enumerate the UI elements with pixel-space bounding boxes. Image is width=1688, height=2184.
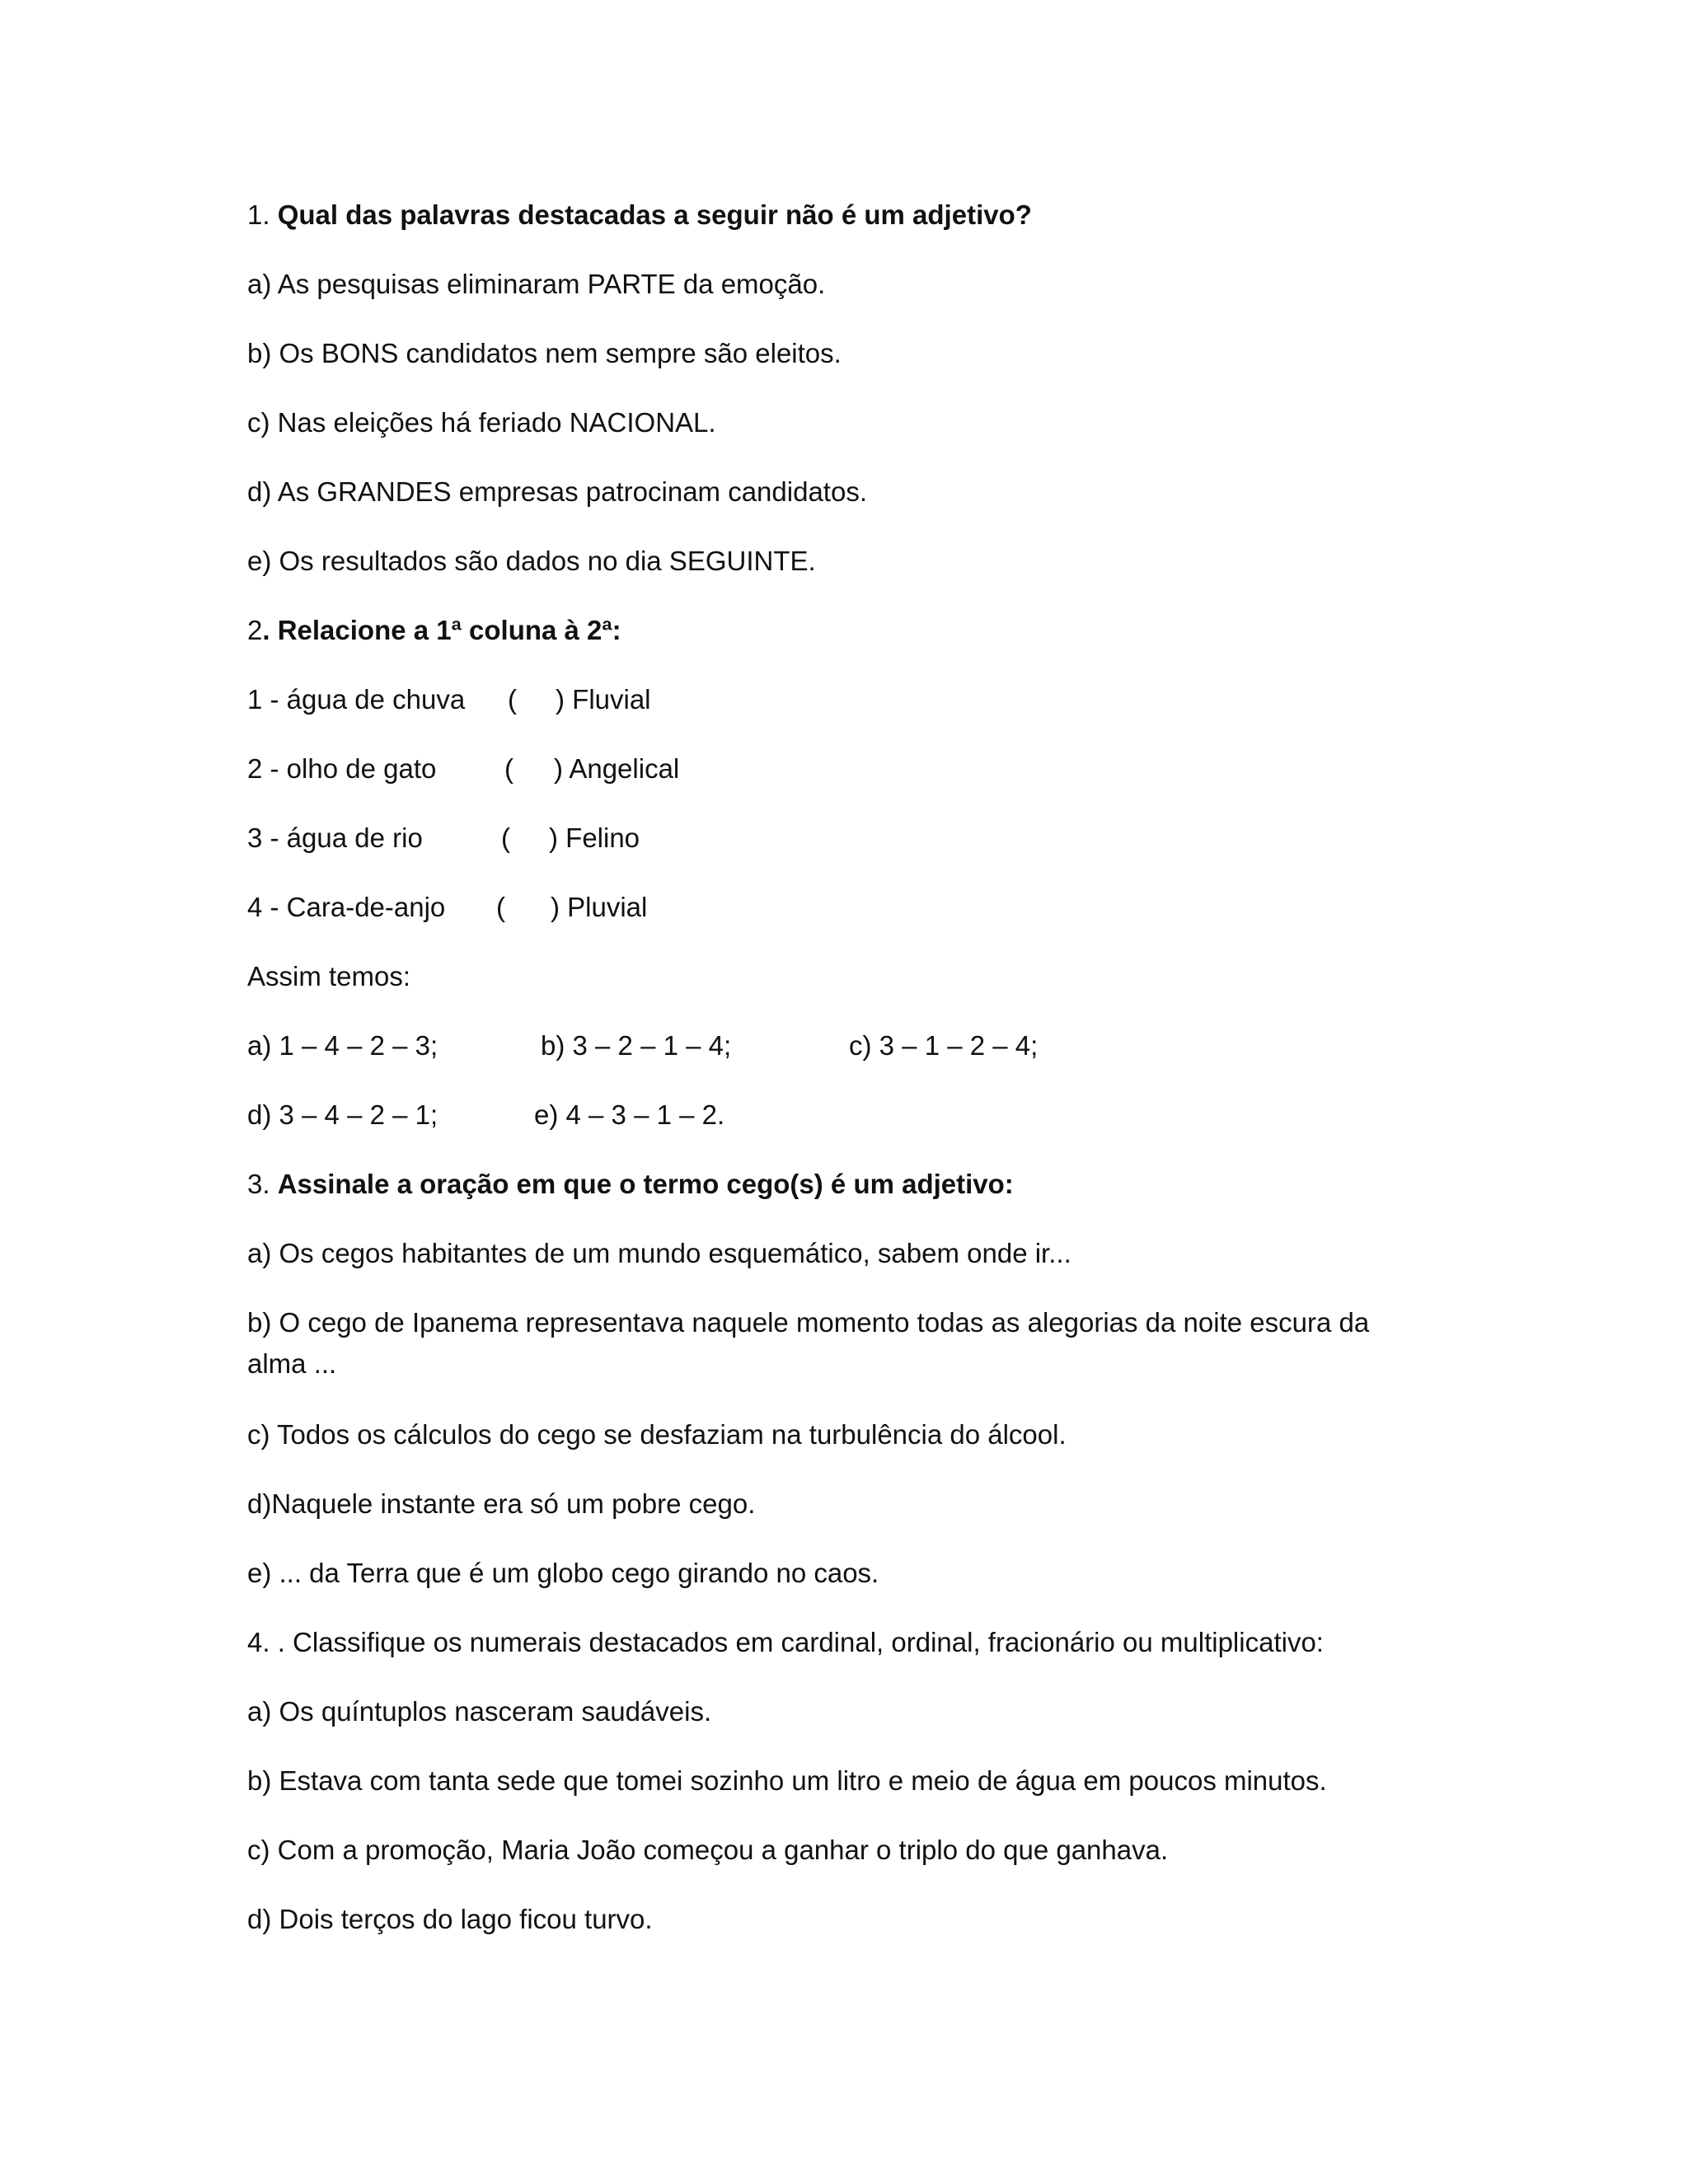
q2-pair-4-left: 4 - Cara-de-anjo (247, 892, 446, 922)
q1-prompt: Qual das palavras destacadas a seguir não é um adjetivo? (277, 199, 1032, 230)
q3-option-b: b) O cego de Ipanema representava naquele momento todas as alegorias da noite escura da alma ... (247, 1307, 1370, 1379)
q2-prompt: . Relacione a 1ª coluna à 2ª: (262, 615, 621, 645)
q1-option-b: b) Os BONS candidatos nem sempre são eleitos. (247, 338, 842, 368)
q3-option-d: d)Naquele instante era só um pobre cego. (247, 1488, 756, 1519)
q4-heading: 4. . Classifique os numerais destacados em cardinal, ordinal, fracionário ou multiplicativo: (247, 1627, 1324, 1657)
q3-option-a: a) Os cegos habitantes de um mundo esquemático, sabem onde ir... (247, 1238, 1071, 1268)
q4-option-a: a) Os quíntuplos nasceram saudáveis. (247, 1696, 712, 1727)
q1-heading (247, 194, 1032, 236)
q3-heading (247, 1164, 1014, 1205)
q1-option-a: a) As pesquisas eliminaram PARTE da emoção. (247, 269, 826, 299)
q3-number: 3. (247, 1169, 270, 1199)
q1-option-d: d) As GRANDES empresas patrocinam candidatos. (247, 476, 867, 507)
q2-pair-4-paren: ( (496, 892, 505, 922)
q2-pair-2-right: ) Angelical (554, 753, 680, 784)
q2-pair-2-paren: ( (504, 753, 513, 784)
q1-option-c: c) Nas eleições há feriado NACIONAL. (247, 407, 716, 438)
q2-pair-1-left: 1 - água de chuva (247, 684, 466, 715)
q2-pair-3-right: ) Felino (549, 823, 640, 853)
q1-option-e: e) Os resultados são dados no dia SEGUINTE. (247, 546, 816, 576)
q1-number: 1. (247, 199, 270, 230)
q4-option-d: d) Dois terços do lago ficou turvo. (247, 1904, 653, 1934)
q2-summary: Assim temos: (247, 961, 411, 991)
q2-pair-1-right: ) Fluvial (556, 684, 651, 715)
q2-answer-e: e) 4 – 3 – 1 – 2. (534, 1099, 725, 1130)
q2-answer-b: b) 3 – 2 – 1 – 4; (541, 1030, 732, 1061)
q2-answer-c: c) 3 – 1 – 2 – 4; (849, 1030, 1039, 1061)
q2-pair-1-paren: ( (508, 684, 517, 715)
q2-pair-4-right: ) Pluvial (551, 892, 648, 922)
q3-prompt: Assinale a oração em que o termo cego(s) é um adjetivo: (277, 1169, 1014, 1199)
q2-heading (247, 610, 621, 651)
q3-option-c: c) Todos os cálculos do cego se desfaziam na turbulência do álcool. (247, 1419, 1067, 1450)
q3-option-e: e) ... da Terra que é um globo cego girando no caos. (247, 1558, 879, 1588)
q4-option-b: b) Estava com tanta sede que tomei sozinho um litro e meio de água em poucos minutos. (247, 1765, 1327, 1796)
q2-answer-a: a) 1 – 4 – 2 – 3; (247, 1030, 438, 1061)
q2-answer-d: d) 3 – 4 – 2 – 1; (247, 1099, 438, 1130)
q2-pair-3-paren: ( (501, 823, 510, 853)
q4-option-c: c) Com a promoção, Maria João começou a ganhar o triplo do que ganhava. (247, 1835, 1169, 1865)
q2-pair-3-left: 3 - água de rio (247, 823, 423, 853)
q2-number: 2 (247, 615, 263, 645)
q2-pair-2-left: 2 - olho de gato (247, 753, 437, 784)
